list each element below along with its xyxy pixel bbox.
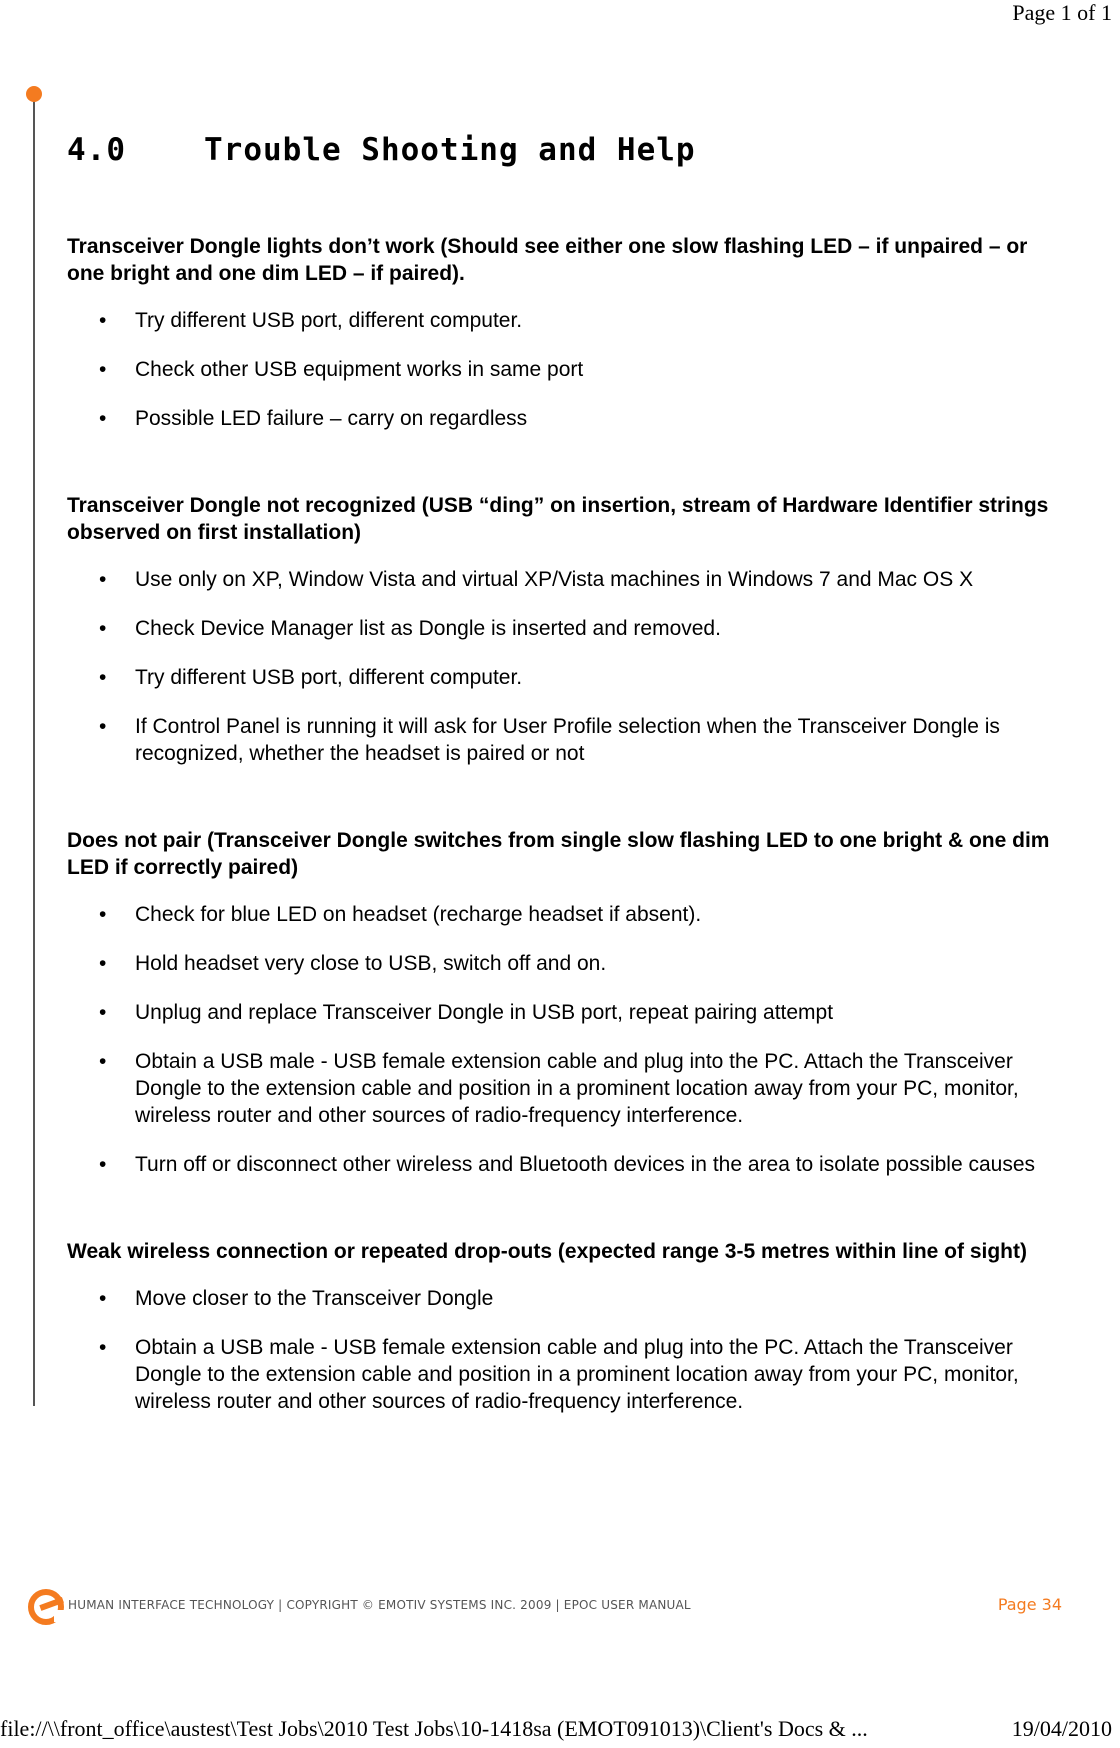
bullet-item: • Check for blue LED on headset (recharge headset if absent). [67,901,1067,928]
print-page-number: Page 1 of 1 [1012,0,1112,25]
footer-page-number: Page 34 [997,1595,1062,1614]
section-heading: Weak wireless connection or repeated drop-outs (expected range 3-5 metres within line of sight) [67,1240,1027,1263]
bullet-item: • Try different USB port, different computer. [67,664,1067,691]
section-weak-connection [67,1238,1067,1415]
bullet-list [67,566,1067,767]
bullet-item: • Check other USB equipment works in same port [67,356,1067,383]
section-heading: Does not pair (Transceiver Dongle switches from single slow flashing LED to one bright & one dim LED if correctly paired) [67,829,1050,879]
emotiv-logo-icon [26,1586,66,1626]
print-file-path: file://\\front_office\austest\Test Jobs\2010 Test Jobs\10-1418sa (EMOT091013)\Client's Docs & ... [0,1716,868,1741]
footer-copyright: HUMAN INTERFACE TECHNOLOGY | COPYRIGHT © EMOTIV SYSTEMS INC. 2009 | EPOC USER MANUAL [68,1598,691,1612]
bullet-item: • Obtain a USB male - USB female extension cable and plug into the PC. Attach the Transceiver Dongle to the extension cable and position in a prominent location away from your PC, monitor, wireless router and other sources of radio-frequency interference. [67,1334,1067,1415]
section-heading: Transceiver Dongle not recognized (USB “ding” on insertion, stream of Hardware Identifier strings observed on first installation) [67,494,1049,544]
margin-rule [33,96,35,1406]
bullet-item: • If Control Panel is running it will ask for User Profile selection when the Transceiver Dongle is recognized, whether the headset is paired or not [67,713,1067,767]
bullet-item: • Unplug and replace Transceiver Dongle in USB port, repeat pairing attempt [67,999,1067,1026]
bullet-list [67,1285,1067,1415]
bullet-item: • Hold headset very close to USB, switch off and on. [67,950,1067,977]
bullet-item: • Try different USB port, different computer. [67,307,1067,334]
manual-footer [26,1586,1066,1626]
section-not-recognized [67,492,1067,767]
margin-dot-marker [26,86,42,102]
bullet-item: • Check Device Manager list as Dongle is inserted and removed. [67,615,1067,642]
print-date: 19/04/2010 [1011,1716,1112,1741]
bullet-item: • Move closer to the Transceiver Dongle [67,1285,1067,1312]
bullet-list [67,307,1067,432]
document-body [67,233,1067,1475]
bullet-list [67,901,1067,1178]
bullet-item: • Obtain a USB male - USB female extension cable and plug into the PC. Attach the Transceiver Dongle to the extension cable and position in a prominent location away from your PC, monitor, wireless router and other sources of radio-frequency interference. [67,1048,1067,1129]
section-does-not-pair [67,827,1067,1178]
chapter-heading [67,132,696,168]
section-lights [67,233,1067,432]
chapter-number: 4.0 [67,132,126,168]
chapter-title: Trouble Shooting and Help [204,132,696,168]
bullet-item: • Possible LED failure – carry on regardless [67,405,1067,432]
section-heading: Transceiver Dongle lights don’t work (Should see either one slow flashing LED – if unpaired – or one bright and one dim LED – if paired). [67,235,1028,285]
bullet-item: • Turn off or disconnect other wireless and Bluetooth devices in the area to isolate possible causes [67,1151,1067,1178]
bullet-item: • Use only on XP, Window Vista and virtual XP/Vista machines in Windows 7 and Mac OS X [67,566,1067,593]
